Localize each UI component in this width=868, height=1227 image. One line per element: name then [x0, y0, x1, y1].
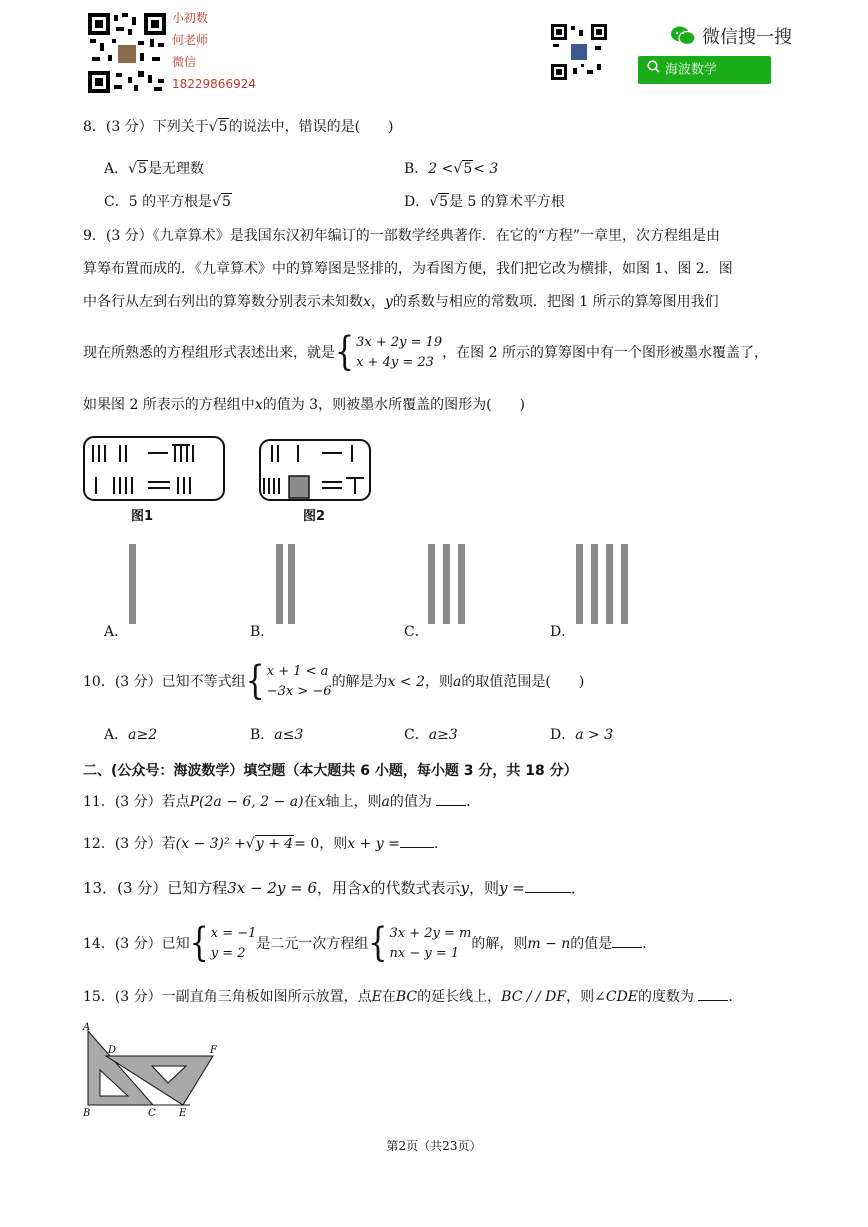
q8-option-a-radicand: 5 [138, 161, 147, 177]
figure-2 [260, 440, 370, 500]
qr-code-right[interactable] [551, 24, 607, 80]
q10-option-c-label: C． [404, 727, 429, 743]
q15-e: E [371, 989, 382, 1005]
q10-condition: x < 2 [387, 674, 425, 690]
q14-c: 的解，则 [471, 936, 528, 952]
q9-option-d-rod-4 [621, 544, 628, 624]
header [0, 0, 868, 100]
q9-line-4-a: 现在所熟悉的方程组形式表述出来，就是 [83, 345, 335, 361]
q15-d: ，则 [566, 989, 595, 1005]
q8-option-a-sqrt: √5 [128, 161, 147, 177]
q8-option-d [404, 192, 565, 212]
q8-option-b-label: B． [404, 161, 429, 177]
q13-eq: 3x − 2y = 6 [227, 879, 318, 897]
q9-line-5-a: 如果图 2 所表示的方程组中 [83, 397, 255, 413]
q15-label-d: D [108, 1045, 117, 1056]
q8-option-a-text: 是无理数 [147, 161, 204, 177]
q10-option-a-label: A． [104, 727, 129, 743]
q10-option-d [550, 725, 613, 745]
q15-answer-blank[interactable] [698, 1000, 728, 1001]
wechat-search-title [670, 23, 792, 52]
q8-option-c-sqrt: √5 [212, 194, 231, 210]
q10-eq-1: x + 1 < a [266, 664, 329, 679]
q13-end: ． [570, 879, 586, 897]
q9-option-b-rod-2 [288, 544, 295, 624]
q14-answer-blank[interactable] [612, 947, 642, 948]
q15-parallel: BC / / DF [501, 989, 567, 1005]
q11-point: P(2a − 6, 2 − a) [189, 794, 304, 810]
q8-option-b-rhs: < 3 [473, 161, 499, 177]
qr-code-left [88, 13, 166, 93]
q10-option-b [250, 725, 303, 745]
wechat-search-button[interactable] [638, 56, 771, 84]
q13-c: 的代数式表示 [370, 879, 461, 897]
q15-end: ． [728, 989, 743, 1005]
q8-option-d-label: D． [404, 194, 430, 210]
q9-line-2: 算筹布置而成的．《九章算术》中的算筹图是竖排的，为看图方便，我们把它改为横排，如图 1、图 2．图 [83, 261, 733, 277]
q10-var-a: a [453, 674, 462, 690]
q9-option-c-rod-2 [443, 544, 450, 624]
q9-option-a-rod-1 [129, 544, 136, 624]
q15-label-a: A [83, 1022, 91, 1033]
q13-b: ，用含 [317, 879, 363, 897]
q15-label-b: B [83, 1108, 91, 1119]
wechat-icon [670, 25, 696, 52]
q10-option-d-value: a > 3 [575, 727, 614, 743]
q9-var-y: y [384, 294, 393, 310]
q14-b: 是二元一次方程组 [256, 936, 369, 952]
q10-stem-a: 10．(3 分）已知不等式组 [83, 674, 246, 690]
q8-option-a-label: A． [104, 161, 129, 177]
q11-stem [83, 792, 480, 812]
q10-option-c-value: a≥3 [428, 727, 458, 743]
q14-e1: 3x + 2y = m [389, 926, 472, 941]
q13-stem [83, 878, 586, 898]
q14-a: 14．(3 分）已知 [83, 936, 190, 952]
q14-solution [211, 924, 257, 964]
q10-brace: { [245, 658, 265, 705]
search-icon [647, 56, 660, 84]
q11-d: 的值为 [389, 794, 432, 810]
q12-stem [83, 834, 448, 854]
q13-y: y [460, 879, 470, 897]
q15-stem [83, 987, 742, 1007]
q12-answer-blank[interactable] [400, 847, 434, 848]
q9-line-3-c: ， [370, 294, 385, 310]
q12-end: ． [433, 836, 448, 852]
q10-option-a-value: a≥2 [128, 727, 158, 743]
q9-option-a: A． [104, 624, 129, 640]
q15-angle: ∠CDE [594, 989, 639, 1005]
q12-xy: x + y = [347, 836, 400, 852]
q9-option-c-rod-3 [458, 544, 465, 624]
q10-option-b-label: B． [250, 727, 275, 743]
q9-option-c: C． [404, 624, 429, 640]
q12-expr: (x − 3)² + [175, 836, 246, 852]
q10-option-a [104, 725, 157, 745]
q9-option-d-rod-2 [591, 544, 598, 624]
q9-line-3-a: 中各行从左到右列出的算筹数分别表示未知数 [83, 294, 363, 310]
ink-covered-cell [289, 476, 309, 498]
wechat-title-text: 微信搜一搜 [702, 27, 792, 48]
figure-2-label: 图2 [303, 509, 326, 524]
q8-option-a [104, 159, 204, 179]
q9-option-c-rod-1 [428, 544, 435, 624]
q12-a: 12．(3 分）若 [83, 836, 176, 852]
q14-s2: y = 2 [210, 946, 246, 961]
q9-option-b-rod-1 [276, 544, 283, 624]
q11-a: 11．(3 分）若点 [83, 794, 190, 810]
q14-d: 的值是 [570, 936, 613, 952]
q8-option-c-text: C．5 的平方根是 [104, 194, 213, 210]
q14-brace-2: { [368, 920, 388, 967]
q8-stem-prefix: 8．(3 分）下列关于 [83, 119, 209, 135]
q9-system [356, 333, 442, 373]
q10-system [267, 662, 332, 702]
q10-stem-d: 的取值范围是( ) [461, 674, 585, 690]
q9-eq-2: x + 4y = 23 [356, 355, 434, 370]
q14-e2: nx − y = 1 [389, 946, 460, 961]
q13-ye: y = [499, 879, 525, 897]
q9-eq-1: 3x + 2y = 19 [356, 335, 443, 350]
q8-option-d-text: 是 5 的算术平方根 [449, 194, 565, 210]
q12-radicand: y + 4 [255, 836, 294, 852]
q8-option-c-radicand: 5 [222, 194, 231, 210]
q9-line-3-e: 的系数与相应的常数项．把图 1 所示的算筹图用我们 [392, 294, 719, 310]
hand-note-line-3: 微信 [172, 55, 197, 69]
q9-line-5-x: x [254, 397, 263, 413]
q10-stem [83, 658, 585, 705]
q9-line-4-b: ，在图 2 所示的算筹图中有一个图形被墨水覆盖了， [442, 345, 768, 361]
q10-option-c [404, 725, 458, 745]
q8-radicand: 5 [218, 119, 228, 135]
hand-note-line-1: 小初数 [172, 11, 209, 25]
q9-line-4 [83, 329, 768, 376]
q15-b: 在 [381, 989, 396, 1005]
figure-1-label: 图1 [131, 509, 154, 524]
q11-x: x [317, 794, 326, 810]
q11-c: 轴上，则 [325, 794, 382, 810]
q9-line-5-c: 的值为 3，则被墨水所覆盖的图形为( ) [262, 397, 525, 413]
q11-end: ． [466, 794, 481, 810]
q15-e-text: 的度数为 [638, 989, 695, 1005]
q11-a-var: a [381, 794, 390, 810]
q9-line-3 [83, 292, 719, 312]
q9-line-5 [83, 395, 525, 415]
q9-option-d-rod-1 [576, 544, 583, 624]
q8-sqrt: √5 [208, 119, 228, 135]
q14-stem [83, 922, 656, 966]
q13-x: x [362, 879, 371, 897]
q9-option-d: D． [550, 624, 576, 640]
q14-mn: m − n [527, 936, 571, 952]
q15-label-e: E [179, 1108, 187, 1119]
q10-stem-c: ，则 [425, 674, 453, 690]
q8-option-d-sqrt: √5 [429, 194, 449, 210]
q8-option-b-sqrt: √5 [453, 161, 473, 177]
q14-s1: x = −1 [210, 926, 257, 941]
section-2-heading: 二、(公众号：海波数学）填空题（本大题共 6 小题，每小题 3 分，共 18 分） [83, 763, 578, 779]
q8-stem-suffix: 的说法中，错误的是( ) [228, 119, 394, 135]
q8-option-d-radicand: 5 [439, 194, 449, 210]
q9-figures [80, 432, 380, 527]
q14-end: ． [642, 936, 657, 952]
q11-answer-blank[interactable] [436, 805, 466, 806]
q13-d: ，则 [469, 879, 500, 897]
q8-option-c [104, 192, 232, 212]
q8-stem [83, 117, 394, 137]
hand-note-line-4: 18229866924 [172, 77, 256, 91]
q15-triangle-figure [80, 1020, 230, 1120]
q9-option-b: B． [250, 624, 275, 640]
q10-option-d-label: D． [550, 727, 576, 743]
q15-a: 15．(3 分）一副直角三角板如图所示放置，点 [83, 989, 372, 1005]
q10-stem-b: 的解是为 [331, 674, 388, 690]
q9-line-1: 9．(3 分）《九章算术》是我国东汉初年编订的一部数学经典著作．在它的“方程”一章里，次方程组是由 [83, 228, 721, 244]
q8-option-b-radicand: 5 [463, 161, 473, 177]
q13-a: 13．(3 分）已知方程 [83, 879, 228, 897]
q15-label-c: C [148, 1108, 156, 1119]
q14-system [389, 924, 471, 964]
q15-bc: BC [395, 989, 418, 1005]
q11-b: 在 [303, 794, 318, 810]
q12-b: ，则 [319, 836, 348, 852]
q8-option-b [404, 159, 498, 179]
q9-option-d-rod-3 [606, 544, 613, 624]
q10-eq-2: −3x > −6 [266, 684, 332, 699]
q9-var-x: x [363, 294, 371, 310]
q8-option-b-lhs: 2 < [428, 161, 454, 177]
page-footer: 第2页（共23页） [386, 1139, 482, 1153]
q9-brace: { [335, 329, 355, 376]
q14-brace-1: { [189, 920, 209, 967]
q10-option-b-value: a≤3 [274, 727, 304, 743]
q12-sqrt: √y + 4 [245, 836, 294, 852]
figure-1 [84, 437, 224, 500]
search-label: 海波数学 [665, 62, 718, 78]
q15-label-f: F [210, 1045, 217, 1056]
hand-note-line-2: 何老师 [172, 33, 209, 47]
q13-answer-blank[interactable] [525, 892, 571, 893]
q15-c: 的延长线上， [417, 989, 502, 1005]
q12-eq0: = 0 [294, 836, 320, 852]
q9-options-figures [120, 540, 640, 630]
